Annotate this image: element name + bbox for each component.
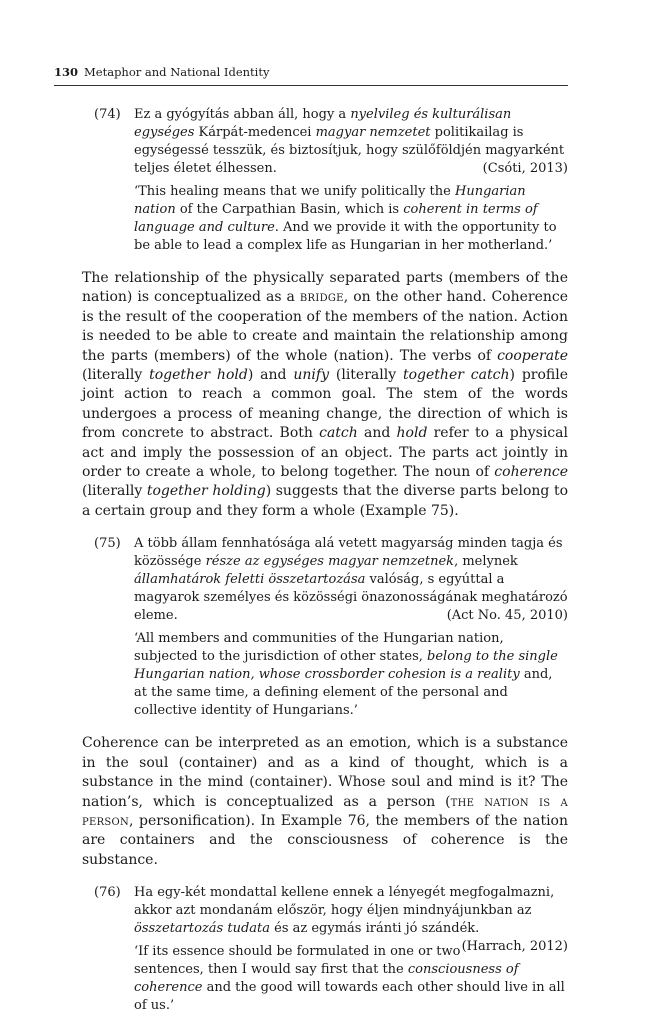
example-number: (74) — [94, 107, 121, 122]
page-number: 130 — [54, 65, 79, 79]
example-75 — [82, 535, 568, 720]
example-original: Ha egy-két mondattal kellene ennek a lényegét megfogalmazni, akkor azt mondanám először, hogy éljen mindnyájunkban az összetartozás tudata és az egymás iránti jó szándék. (Harrach, 2012) — [134, 885, 568, 955]
example-original: Ez a gyógyítás abban áll, hogy a nyelvileg és kulturálisan egységes Kárpát-medencei magyar nemzetet politikailag is egységessé tesszük, és biztosítjuk, hogy szülőföldjén magyarként teljes életet élhessen. (Csóti, 2013) — [134, 107, 568, 176]
example-74 — [82, 106, 568, 255]
example-number: (76) — [94, 885, 121, 901]
running-head — [54, 64, 568, 86]
example-source: (Act No. 45, 2010) — [446, 608, 568, 624]
example-original: A több állam fennhatósága alá vetett magyarság minden tagja és közössége része az egységes magyar nemzetnek, melynek államhatárok feletti összetartozása valóság, s egyúttal a magyarok személyes és közösségi önazonosságának meghatározó eleme. (Act No. 45, 2010) — [134, 536, 568, 624]
page-body — [82, 106, 568, 1029]
example-translation: ‘All members and communities of the Hungarian nation, subjected to the jurisdiction of other states, belong to the single Hungarian nation, whose crossborder cohesion is a reality and, at the same time, a defining element of the personal and collective identity of Hungarians.’ — [134, 631, 558, 719]
example-number: (75) — [94, 536, 121, 552]
body-paragraph-2: Coherence can be interpreted as an emotion, which is a substance in the soul (container) and as a kind of thought, which is a substance in the mind (container). Whose soul and mind is it? The nation’s, which is conceptualized as a person (the nation is a person, personification). In Example 76, the members of the nation are containers and the consciousness of coherence is the substance. — [82, 735, 569, 868]
example-source: (Csóti, 2013) — [482, 161, 568, 176]
body-paragraph-1: The relationship of the physically separated parts (members of the nation) is conceptualized as a bridge, on the other hand. Coherence is the result of the cooperation of the members of the nation. Action is needed to be able to create and maintain the relationship among the parts (members) of the whole (nation). The verbs of cooperate (literally together hold) and unify (literally together catch) profile joint action to reach a common goal. The stem of the words undergoes a process of meaning change, the direction of which is from concrete to abstract. Both catch and hold refer to a physical act and imply the possession of an object. The parts act jointly in order to create a whole, to belong together. The noun of coherence (literally together holding) suggests that the diverse parts belong to a certain group and they form a whole (Example 75). — [82, 270, 569, 519]
running-title: Metaphor and National Identity — [84, 65, 270, 79]
example-source: (Harrach, 2012) — [461, 939, 568, 955]
example-76 — [82, 884, 568, 1015]
example-translation: ‘This healing means that we unify politically the Hungarian nation of the Carpathian Basin, which is coherent in terms of language and culture. And we provide it with the opportunity to be able to lead a complex life as Hungarian in her motherland.’ — [134, 184, 557, 253]
example-translation: ‘If its essence should be formulated in one or two sentences, then I would say first that the consciousness of coherence and the good will towards each other should live in all of us.’ — [134, 944, 565, 1014]
